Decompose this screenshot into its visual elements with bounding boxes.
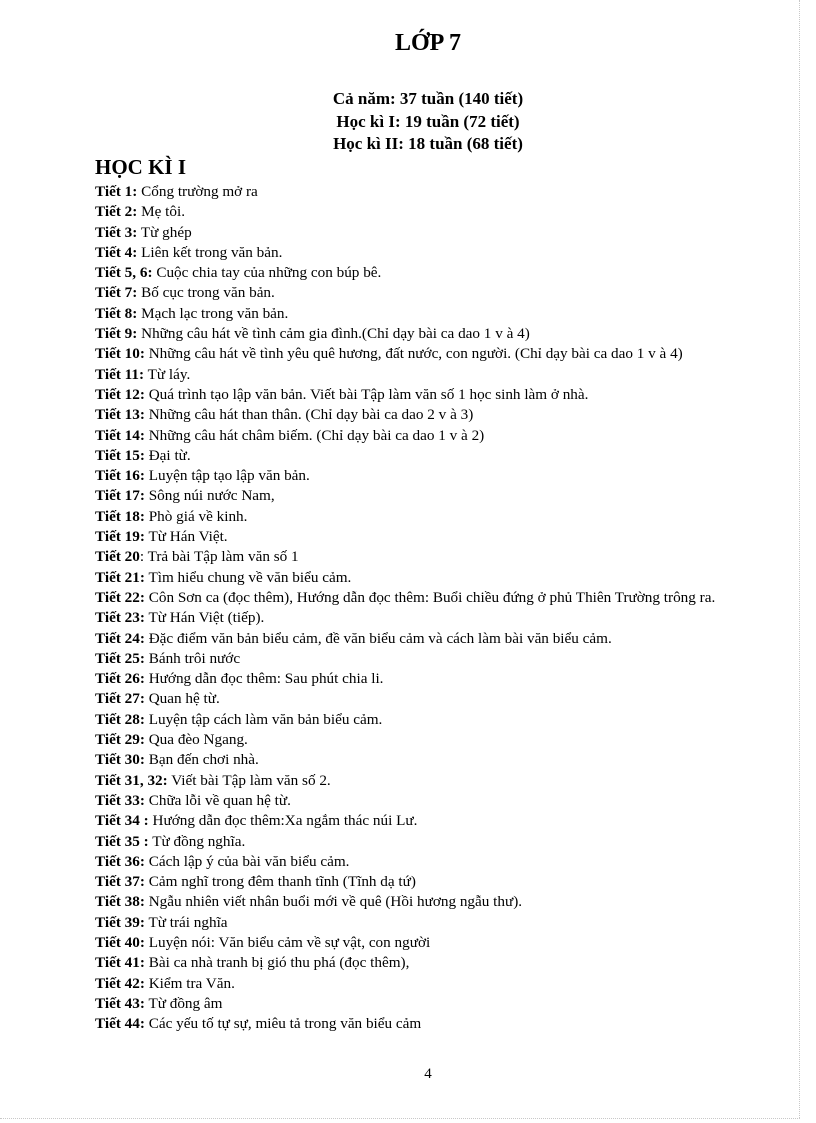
lesson-title: Hướng dẫn đọc thêm:Xa ngắm thác núi Lư. bbox=[148, 812, 418, 830]
summary-line-semester-2: Học kì II: 18 tuần (68 tiết) bbox=[333, 134, 523, 153]
lesson-title: Từ Hán Việt (tiếp). bbox=[144, 609, 265, 627]
lesson-number: Tiết 18: bbox=[95, 507, 145, 525]
lesson-title: Đại từ. bbox=[144, 446, 191, 464]
lesson-item bbox=[95, 791, 775, 811]
lesson-item bbox=[95, 953, 775, 973]
lesson-number: Tiết 7: bbox=[95, 284, 138, 302]
lesson-item bbox=[95, 669, 775, 689]
lesson-item bbox=[95, 730, 775, 750]
lesson-title: Đặc điểm văn bản biểu cảm, đề văn biểu cảm và cách làm bài văn biểu cảm. bbox=[144, 629, 612, 647]
lesson-item bbox=[95, 547, 775, 567]
lesson-title: Các yếu tố tự sự, miêu tả trong văn biểu cảm bbox=[144, 1015, 422, 1033]
lesson-title: Tìm hiểu chung về văn biểu cảm. bbox=[144, 568, 352, 586]
lesson-title: Từ láy. bbox=[144, 365, 191, 383]
lesson-title: Quá trình tạo lập văn bản. Viết bài Tập làm văn số 1 học sinh làm ở nhà. bbox=[144, 385, 589, 403]
lesson-number: Tiết 44: bbox=[95, 1015, 145, 1033]
page-edge-bottom bbox=[0, 1118, 800, 1119]
lesson-item bbox=[95, 263, 775, 283]
lesson-title: : Trả bài Tập làm văn số 1 bbox=[139, 548, 299, 566]
lesson-number: Tiết 4: bbox=[95, 243, 138, 261]
lesson-number: Tiết 5, 6: bbox=[95, 264, 153, 282]
lesson-number: Tiết 19: bbox=[95, 528, 145, 546]
lesson-title: Mạch lạc trong văn bản. bbox=[137, 304, 289, 322]
lesson-title: Từ trái nghĩa bbox=[144, 913, 228, 931]
lesson-title: Bài ca nhà tranh bị gió thu phá (đọc thêm), bbox=[144, 954, 410, 972]
lesson-title: Luyện tập tạo lập văn bản. bbox=[144, 467, 310, 485]
lesson-item bbox=[95, 872, 775, 892]
semester-heading: HỌC KÌ I bbox=[95, 155, 187, 179]
lesson-number: Tiết 25: bbox=[95, 649, 145, 667]
lesson-number: Tiết 21: bbox=[95, 568, 145, 586]
lesson-item bbox=[95, 344, 775, 364]
lesson-title: Cuộc chia tay của những con búp bê. bbox=[152, 264, 382, 282]
lesson-title: Những câu hát về tình cảm gia đình.(Chỉ dạy bài ca dao 1 v à 4) bbox=[137, 325, 530, 343]
lesson-title: Ngẫu nhiên viết nhân buổi mới về quê (Hồi hương ngẫu thư). bbox=[144, 893, 523, 911]
summary-line-year: Cả năm: 37 tuần (140 tiết) bbox=[332, 89, 524, 108]
lesson-number: Tiết 24: bbox=[95, 629, 145, 647]
lesson-number: Tiết 39: bbox=[95, 913, 145, 931]
lesson-item bbox=[95, 385, 775, 405]
lesson-item bbox=[95, 649, 775, 669]
lesson-item bbox=[95, 1014, 775, 1034]
lesson-title: Cổng trường mở ra bbox=[137, 183, 258, 200]
lesson-title: Sông núi nước Nam, bbox=[144, 487, 275, 505]
lesson-title: Cách lập ý của bài văn biểu cảm. bbox=[144, 852, 350, 870]
lesson-title: Từ đồng nghĩa. bbox=[148, 832, 246, 850]
lesson-item bbox=[95, 710, 775, 730]
lesson-number: Tiết 2: bbox=[95, 203, 138, 221]
lesson-number: Tiết 38: bbox=[95, 893, 145, 911]
lesson-title: Viết bài Tập làm văn số 2. bbox=[167, 771, 331, 789]
lesson-item bbox=[95, 811, 775, 831]
lesson-title: Hướng dẫn đọc thêm: Sau phút chia li. bbox=[144, 670, 384, 688]
lesson-title: Phò giá về kinh. bbox=[144, 507, 248, 525]
lesson-item bbox=[95, 426, 775, 446]
lesson-number: Tiết 33: bbox=[95, 791, 145, 809]
lesson-number: Tiết 8: bbox=[95, 304, 138, 322]
lesson-item bbox=[95, 568, 775, 588]
lesson-item bbox=[95, 994, 775, 1014]
lesson-number: Tiết 27: bbox=[95, 690, 145, 708]
lesson-item bbox=[95, 365, 775, 385]
lesson-title: Quan hệ từ. bbox=[144, 690, 220, 708]
lesson-number: Tiết 20 bbox=[95, 548, 140, 566]
lesson-title: Từ đồng âm bbox=[144, 994, 223, 1012]
lesson-title: Liên kết trong văn bản. bbox=[137, 243, 283, 261]
lesson-item bbox=[95, 527, 775, 547]
lesson-item bbox=[95, 852, 775, 872]
lesson-item bbox=[95, 304, 775, 324]
lesson-number: Tiết 10: bbox=[95, 345, 145, 363]
lesson-item bbox=[95, 588, 775, 608]
lesson-number: Tiết 30: bbox=[95, 751, 145, 769]
lesson-number: Tiết 15: bbox=[95, 446, 145, 464]
lesson-item bbox=[95, 202, 775, 222]
lesson-number: Tiết 16: bbox=[95, 467, 145, 485]
lesson-number: Tiết 35 : bbox=[95, 832, 149, 850]
lesson-number: Tiết 23: bbox=[95, 609, 145, 627]
summary-line-semester-1: Học kì I: 19 tuần (72 tiết) bbox=[336, 111, 520, 131]
lesson-number: Tiết 17: bbox=[95, 487, 145, 505]
lesson-number: Tiết 12: bbox=[95, 385, 145, 403]
lesson-title: Chữa lỗi về quan hệ từ. bbox=[144, 791, 291, 809]
lesson-number: Tiết 43: bbox=[95, 994, 145, 1012]
lesson-title: Cảm nghĩ trong đêm thanh tĩnh (Tĩnh dạ tứ) bbox=[144, 873, 416, 891]
lesson-title: Kiểm tra Văn. bbox=[144, 974, 235, 992]
lesson-number: Tiết 36: bbox=[95, 852, 145, 870]
lesson-item bbox=[95, 182, 775, 202]
lesson-number: Tiết 31, 32: bbox=[95, 771, 168, 789]
lesson-number: Tiết 29: bbox=[95, 731, 145, 749]
lesson-title: Bố cục trong văn bản. bbox=[137, 284, 275, 302]
page-edge-right bbox=[799, 0, 800, 1118]
lesson-number: Tiết 3: bbox=[95, 223, 138, 241]
lesson-item bbox=[95, 223, 775, 243]
lesson-item bbox=[95, 446, 775, 466]
lesson-item bbox=[95, 933, 775, 953]
lesson-item bbox=[95, 892, 775, 912]
lesson-number: Tiết 9: bbox=[95, 325, 138, 343]
lesson-number: Tiết 40: bbox=[95, 933, 145, 951]
lesson-number: Tiết 28: bbox=[95, 710, 145, 728]
lesson-item bbox=[95, 324, 775, 344]
lesson-number: Tiết 34 : bbox=[95, 812, 149, 830]
lesson-item bbox=[95, 974, 775, 994]
lesson-item bbox=[95, 608, 775, 628]
lesson-title: Qua đèo Ngang. bbox=[144, 731, 248, 749]
lesson-list bbox=[95, 182, 775, 1034]
lesson-title: Bạn đến chơi nhà. bbox=[144, 751, 259, 769]
lesson-item bbox=[95, 629, 775, 649]
lesson-item bbox=[95, 405, 775, 425]
lesson-title: Những câu hát về tình yêu quê hương, đất nước, con người. (Chỉ dạy bài ca dao 1 v à 4) bbox=[144, 345, 683, 363]
lesson-title: Từ Hán Việt. bbox=[144, 528, 228, 546]
lesson-title: Côn Sơn ca (đọc thêm), Hướng dẫn đọc thêm: Buổi chiều đứng ở phủ Thiên Trường trông ra. bbox=[144, 588, 716, 606]
lesson-title: Những câu hát châm biếm. (Chỉ dạy bài ca dao 1 v à 2) bbox=[144, 426, 485, 444]
lesson-number: Tiết 14: bbox=[95, 426, 145, 444]
lesson-number: Tiết 1: bbox=[95, 183, 138, 200]
lesson-item bbox=[95, 771, 775, 791]
lesson-item bbox=[95, 486, 775, 506]
lesson-title: Từ ghép bbox=[137, 223, 192, 241]
lesson-number: Tiết 22: bbox=[95, 588, 145, 606]
lesson-item bbox=[95, 750, 775, 770]
lesson-item bbox=[95, 689, 775, 709]
page-number: 4 bbox=[424, 1066, 432, 1082]
lesson-title: Bánh trôi nước bbox=[144, 649, 241, 667]
lesson-item bbox=[95, 913, 775, 933]
lesson-item bbox=[95, 832, 775, 852]
lesson-number: Tiết 41: bbox=[95, 954, 145, 972]
lesson-item bbox=[95, 283, 775, 303]
lesson-item bbox=[95, 507, 775, 527]
page-title: LỚP 7 bbox=[394, 30, 461, 56]
course-summary bbox=[0, 88, 816, 156]
lesson-title: Luyện nói: Văn biểu cảm về sự vật, con người bbox=[144, 933, 431, 951]
lesson-number: Tiết 42: bbox=[95, 974, 145, 992]
lesson-item bbox=[95, 466, 775, 486]
lesson-item bbox=[95, 243, 775, 263]
lesson-number: Tiết 11: bbox=[95, 365, 145, 383]
lesson-title: Những câu hát than thân. (Chỉ dạy bài ca dao 2 v à 3) bbox=[144, 406, 474, 424]
lesson-number: Tiết 13: bbox=[95, 406, 145, 424]
lesson-title: Luyện tập cách làm văn bản biểu cảm. bbox=[144, 710, 383, 728]
lesson-number: Tiết 26: bbox=[95, 670, 145, 688]
lesson-title: Mẹ tôi. bbox=[137, 203, 185, 221]
lesson-number: Tiết 37: bbox=[95, 873, 145, 891]
